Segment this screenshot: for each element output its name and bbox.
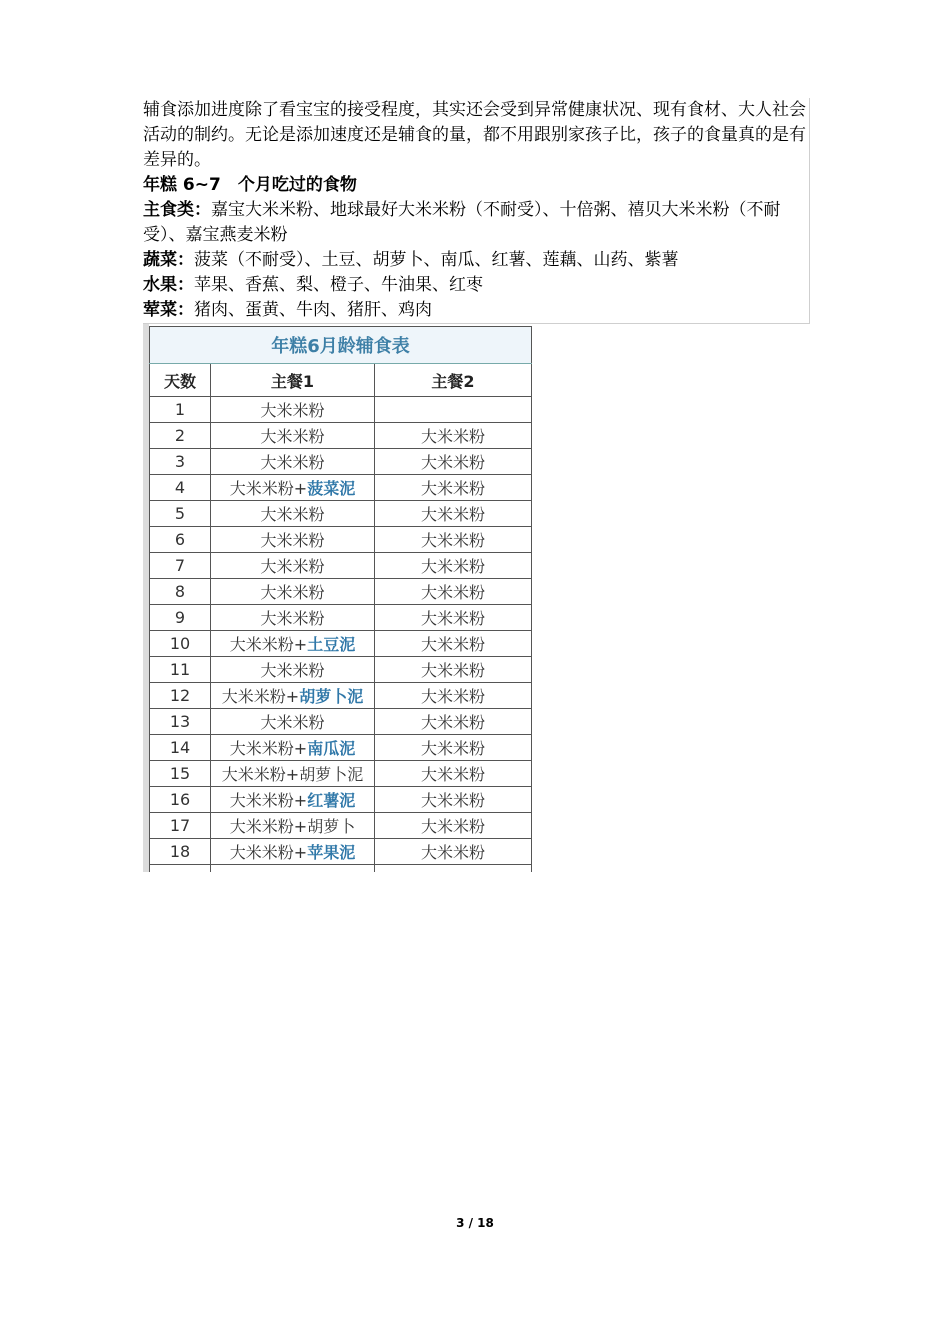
day-cell: 15 [150, 761, 211, 787]
meal1-cell [211, 449, 375, 475]
feeding-schedule-table [149, 326, 532, 872]
category-items: 猪肉、蛋黄、牛肉、猪肝、鸡肉 [194, 300, 432, 320]
meal2-cell: 大米米粉 [375, 553, 532, 579]
table-row [150, 839, 532, 865]
meal1-new-food: 菠菜泥 [307, 479, 356, 498]
day-cell: 11 [150, 657, 211, 683]
table-row [150, 735, 532, 761]
meal1-new-food: 苹果泥 [307, 843, 356, 862]
meal1-cell [211, 657, 375, 683]
meal1-base: 大米米粉 [260, 453, 325, 472]
table-row [150, 657, 532, 683]
meal1-cell [211, 787, 375, 813]
meal1-new-food: 红薯泥 [307, 791, 356, 810]
table-row [150, 553, 532, 579]
category-label: 主食类： [143, 200, 211, 220]
table-row [150, 449, 532, 475]
intro-paragraph: 辅食添加进度除了看宝宝的接受程度，其实还会受到异常健康状况、现有食材、大人社会活动的制约。无论是添加速度还是辅食的量，都不用跟别家孩子比，孩子的食量真的是有差异的。 [143, 100, 806, 170]
meal1-cell [211, 813, 375, 839]
table-body [150, 397, 532, 873]
meal2-cell: 大米米粉 [375, 449, 532, 475]
table-row [150, 605, 532, 631]
day-cell: 18 [150, 839, 211, 865]
meal1-cell [211, 579, 375, 605]
meal2-cell: 大米米粉 [375, 709, 532, 735]
header-meal1: 主餐1 [211, 364, 375, 397]
day-cell: 4 [150, 475, 211, 501]
meal2-cell: 大米米粉 [375, 683, 532, 709]
meal2-cell: 大米米粉 [375, 423, 532, 449]
meal1-base: 大米米粉+ [229, 739, 308, 758]
feeding-table-image [143, 324, 541, 872]
meal1-cell [211, 397, 375, 423]
meal2-cell: 大米米粉 [375, 657, 532, 683]
category-items: 嘉宝大米米粉、地球最好大米米粉（不耐受）、十倍粥、禧贝大米米粉（不耐受）、嘉宝燕麦米粉 [143, 200, 781, 245]
meal1-cell [211, 761, 375, 787]
food-category-list [143, 198, 809, 323]
day-cell: 5 [150, 501, 211, 527]
category-items: 苹果、香蕉、梨、橙子、牛油果、红枣 [194, 275, 483, 295]
food-category [143, 248, 809, 273]
meal2-cell: 大米米粉 [375, 735, 532, 761]
category-label: 水果： [143, 275, 194, 295]
meal2-cell: 大米米粉 [375, 527, 532, 553]
empty-cell [211, 865, 375, 873]
category-label: 荤菜： [143, 300, 194, 320]
meal1-base: 大米米粉 [260, 427, 325, 446]
table-row [150, 527, 532, 553]
meal1-base: 大米米粉 [260, 609, 325, 628]
meal1-cell [211, 501, 375, 527]
day-cell: 8 [150, 579, 211, 605]
text-block [143, 98, 810, 324]
meal1-base: 大米米粉 [260, 401, 325, 420]
meal1-new-food: 土豆泥 [307, 635, 356, 654]
meal1-base: 大米米粉 [260, 557, 325, 576]
day-cell: 10 [150, 631, 211, 657]
meal1-base: 大米米粉+ [229, 479, 308, 498]
meal1-base: 大米米粉+ [229, 791, 308, 810]
meal1-base: 大米米粉 [260, 713, 325, 732]
meal1-cell [211, 683, 375, 709]
food-category [143, 198, 809, 248]
meal1-base: 大米米粉 [260, 531, 325, 550]
empty-cell [150, 865, 211, 873]
meal1-base: 大米米粉+胡萝卜 [229, 817, 356, 836]
table-row [150, 787, 532, 813]
meal2-cell: 大米米粉 [375, 579, 532, 605]
table-row [150, 475, 532, 501]
table-row [150, 631, 532, 657]
table-row [150, 501, 532, 527]
meal1-base: 大米米粉 [260, 661, 325, 680]
table-row [150, 709, 532, 735]
food-category [143, 298, 809, 323]
day-cell: 17 [150, 813, 211, 839]
meal2-cell [375, 397, 532, 423]
table-title: 年糕6月龄辅食表 [150, 327, 532, 364]
meal1-cell [211, 553, 375, 579]
meal1-new-food: 南瓜泥 [307, 739, 356, 758]
table-row [150, 813, 532, 839]
meal1-cell [211, 839, 375, 865]
header-day: 天数 [150, 364, 211, 397]
day-cell: 1 [150, 397, 211, 423]
meal2-cell: 大米米粉 [375, 813, 532, 839]
table-row [150, 761, 532, 787]
category-items: 菠菜（不耐受）、土豆、胡萝卜、南瓜、红薯、莲藕、山药、紫薯 [194, 250, 679, 270]
day-cell: 3 [150, 449, 211, 475]
meal2-cell: 大米米粉 [375, 761, 532, 787]
meal1-cell [211, 527, 375, 553]
food-category [143, 273, 809, 298]
meal2-cell: 大米米粉 [375, 839, 532, 865]
meal1-base: 大米米粉+ [229, 843, 308, 862]
meal1-cell [211, 605, 375, 631]
meal2-cell: 大米米粉 [375, 475, 532, 501]
meal1-cell [211, 709, 375, 735]
meal2-cell: 大米米粉 [375, 501, 532, 527]
meal2-cell: 大米米粉 [375, 631, 532, 657]
day-cell: 14 [150, 735, 211, 761]
meal1-cell [211, 475, 375, 501]
table-row [150, 423, 532, 449]
empty-cell [375, 865, 532, 873]
day-cell: 13 [150, 709, 211, 735]
day-cell: 2 [150, 423, 211, 449]
table-row [150, 683, 532, 709]
meal1-cell [211, 631, 375, 657]
section-heading: 年糕 6~7 个月吃过的食物 [143, 175, 357, 195]
day-cell: 7 [150, 553, 211, 579]
table-row [150, 397, 532, 423]
meal1-base: 大米米粉 [260, 583, 325, 602]
meal1-cell [211, 423, 375, 449]
header-meal2: 主餐2 [375, 364, 532, 397]
day-cell: 9 [150, 605, 211, 631]
table-row [150, 579, 532, 605]
meal1-base: 大米米粉+ [221, 687, 300, 706]
meal1-new-food: 胡萝卜泥 [299, 687, 364, 706]
meal2-cell: 大米米粉 [375, 787, 532, 813]
day-cell: 16 [150, 787, 211, 813]
day-cell: 12 [150, 683, 211, 709]
meal2-cell: 大米米粉 [375, 605, 532, 631]
table-row-cutoff [150, 865, 532, 873]
page-number: 3 / 18 [456, 1216, 494, 1230]
meal1-cell [211, 735, 375, 761]
category-label: 蔬菜： [143, 250, 194, 270]
meal1-base: 大米米粉+胡萝卜泥 [221, 765, 364, 784]
meal1-base: 大米米粉+ [229, 635, 308, 654]
day-cell: 6 [150, 527, 211, 553]
meal1-base: 大米米粉 [260, 505, 325, 524]
